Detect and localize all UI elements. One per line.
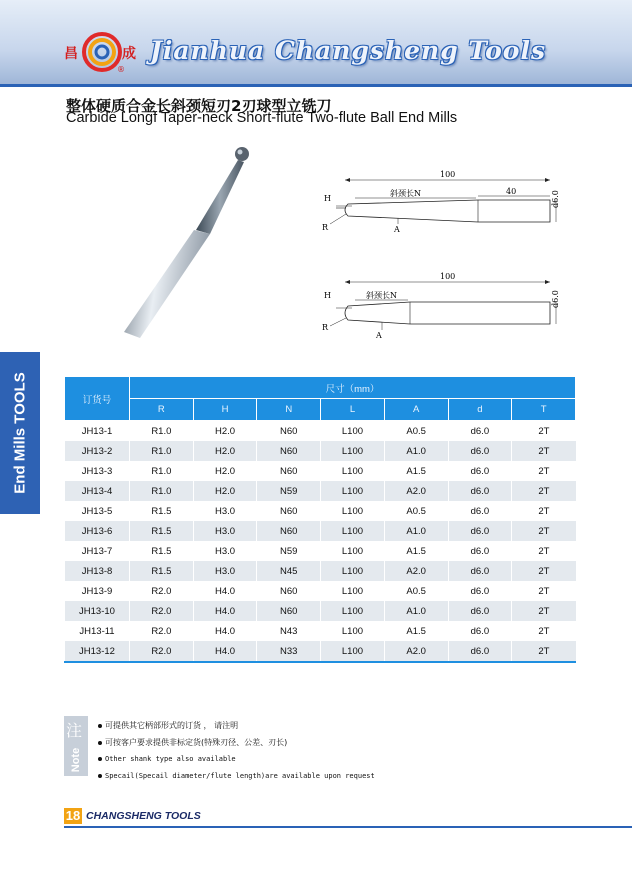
table-cell: N43 (257, 621, 321, 641)
bottom-neck-label: 斜颈长N (366, 291, 397, 300)
table-row (65, 481, 576, 501)
table-cell: R1.0 (130, 461, 194, 481)
table-cell: R2.0 (130, 641, 194, 662)
table-cell: A1.5 (384, 621, 448, 641)
table-row (65, 601, 576, 621)
table-row (65, 541, 576, 561)
table-cell: A1.0 (384, 441, 448, 461)
table-cell: N60 (257, 601, 321, 621)
table-cell: d6.0 (448, 461, 512, 481)
table-cell: L100 (321, 461, 385, 481)
note-text: Other shank type also available (105, 755, 236, 763)
table-cell: A0.5 (384, 501, 448, 521)
bullet-icon (98, 774, 102, 778)
table-cell: d6.0 (448, 441, 512, 461)
table-row (65, 421, 576, 442)
top-H-label: H (324, 194, 331, 203)
table-cell: d6.0 (448, 541, 512, 561)
table-cell: L100 (321, 561, 385, 581)
table-cell: L100 (321, 481, 385, 501)
order-number-cell: JH13-1 (65, 421, 130, 442)
table-cell: d6.0 (448, 621, 512, 641)
order-number-cell: JH13-6 (65, 521, 130, 541)
table-cell: N59 (257, 541, 321, 561)
table-cell: A2.0 (384, 641, 448, 662)
table-cell: N60 (257, 441, 321, 461)
table-cell: A2.0 (384, 561, 448, 581)
order-number-cell: JH13-9 (65, 581, 130, 601)
table-row (65, 501, 576, 521)
table-cell: 2T (512, 481, 576, 501)
table-cell: N45 (257, 561, 321, 581)
table-cell: R1.5 (130, 501, 194, 521)
notes-list (98, 717, 375, 785)
note-item (98, 751, 375, 768)
product-title-en: Carbide Longf Taper-neck Short-flute Two-flute Ball End Mills (66, 110, 458, 126)
top-flute-length-label: 40 (506, 187, 517, 196)
dimension-drawing (318, 168, 578, 348)
brand-name: Jianhua Changsheng Tools (150, 36, 547, 65)
top-diameter-label: d6.0 (551, 190, 560, 208)
note-text: 可按客户要求提供非标定货(特殊刃径、公差、刃长) (105, 738, 288, 747)
order-number-header: 订货号 (65, 377, 130, 421)
col-R: R (130, 399, 194, 421)
end-mill-photo (110, 140, 300, 340)
table-cell: R1.0 (130, 481, 194, 501)
table-cell: L100 (321, 501, 385, 521)
product-title-cn: 整体硬质合金长斜颈短刃2刃球型立铣刀 (66, 97, 332, 115)
company-logo (62, 30, 142, 74)
table-cell: L100 (321, 581, 385, 601)
order-number-cell: JH13-5 (65, 501, 130, 521)
table-cell: L100 (321, 621, 385, 641)
table-row (65, 461, 576, 481)
table-cell: H3.0 (193, 501, 257, 521)
table-cell: R2.0 (130, 581, 194, 601)
bullet-icon (98, 741, 102, 745)
bottom-A-label: A (376, 331, 382, 340)
table-cell: R1.5 (130, 561, 194, 581)
table-cell: 2T (512, 461, 576, 481)
table-cell: H4.0 (193, 581, 257, 601)
table-cell: A1.5 (384, 461, 448, 481)
note-badge-en: Note (70, 747, 82, 773)
table-cell: N60 (257, 461, 321, 481)
bullet-icon (98, 757, 102, 761)
table-cell: R2.0 (130, 621, 194, 641)
table-cell: 2T (512, 601, 576, 621)
page-number: 18 (65, 808, 81, 823)
note-text: Specail(Specail diameter/flute length)are available upon request (105, 772, 375, 780)
table-cell: A0.5 (384, 421, 448, 442)
table-cell: 2T (512, 521, 576, 541)
table-cell: A1.0 (384, 601, 448, 621)
bottom-R-label: R (322, 323, 329, 332)
table-cell: 2T (512, 541, 576, 561)
table-cell: 2T (512, 621, 576, 641)
table-cell: L100 (321, 441, 385, 461)
table-cell: R1.0 (130, 441, 194, 461)
table-cell: d6.0 (448, 421, 512, 442)
note-item (98, 734, 375, 751)
note-badge-cn: 注 (66, 721, 83, 740)
table-row (65, 521, 576, 541)
table-cell: d6.0 (448, 561, 512, 581)
table-cell: H4.0 (193, 621, 257, 641)
table-cell: 2T (512, 641, 576, 662)
table-cell: 2T (512, 441, 576, 461)
table-cell: A1.5 (384, 541, 448, 561)
table-cell: H2.0 (193, 461, 257, 481)
order-number-cell: JH13-11 (65, 621, 130, 641)
table-cell: H3.0 (193, 521, 257, 541)
table-cell: R2.0 (130, 601, 194, 621)
table-cell: d6.0 (448, 501, 512, 521)
header-rule (0, 84, 632, 87)
table-cell: N59 (257, 481, 321, 501)
col-N: N (257, 399, 321, 421)
table-cell: A0.5 (384, 581, 448, 601)
table-cell: N60 (257, 501, 321, 521)
table-cell: L100 (321, 421, 385, 442)
table-cell: H4.0 (193, 641, 257, 662)
table-cell: N60 (257, 521, 321, 541)
table-cell: H2.0 (193, 421, 257, 442)
table-cell: L100 (321, 521, 385, 541)
table-cell: d6.0 (448, 521, 512, 541)
order-number-cell: JH13-3 (65, 461, 130, 481)
table-cell: d6.0 (448, 601, 512, 621)
bottom-length-label: 100 (440, 272, 456, 281)
table-cell: 2T (512, 421, 576, 442)
table-cell: N60 (257, 581, 321, 601)
table-cell: L100 (321, 641, 385, 662)
order-number-cell: JH13-10 (65, 601, 130, 621)
table-cell: R1.5 (130, 521, 194, 541)
note-item (98, 768, 375, 785)
order-number-cell: JH13-8 (65, 561, 130, 581)
table-cell: L100 (321, 541, 385, 561)
table-cell: d6.0 (448, 581, 512, 601)
logo-char-right: 成 (122, 46, 136, 62)
table-cell: N33 (257, 641, 321, 662)
logo-registered: ® (117, 65, 125, 74)
top-length-label: 100 (440, 170, 456, 179)
bullet-icon (98, 724, 102, 728)
table-cell: 2T (512, 581, 576, 601)
logo-char-left: 昌 (64, 46, 78, 62)
col-A: A (384, 399, 448, 421)
table-row (65, 561, 576, 581)
order-number-cell: JH13-2 (65, 441, 130, 461)
table-row (65, 441, 576, 461)
table-row (65, 621, 576, 641)
table-cell: H3.0 (193, 541, 257, 561)
table-cell: d6.0 (448, 641, 512, 662)
footer-rule (64, 826, 632, 828)
top-R-label: R (322, 223, 329, 232)
table-row (65, 581, 576, 601)
spec-table (64, 376, 576, 663)
table-cell: d6.0 (448, 481, 512, 501)
size-header: 尺寸（mm） (130, 377, 576, 399)
top-neck-label: 斜颈长N (390, 189, 421, 198)
note-text: 可提供其它柄部形式的订货 ， 请注明 (105, 721, 239, 730)
table-cell: N60 (257, 421, 321, 442)
table-cell: H2.0 (193, 441, 257, 461)
table-cell: R1.5 (130, 541, 194, 561)
side-tab-label: End Mills TOOLS (11, 372, 29, 494)
table-cell: H4.0 (193, 601, 257, 621)
col-L: L (321, 399, 385, 421)
col-H: H (193, 399, 257, 421)
table-cell: L100 (321, 601, 385, 621)
footer-title: CHANGSHENG TOOLS (86, 810, 201, 822)
table-row (65, 641, 576, 662)
table-cell: H3.0 (193, 561, 257, 581)
note-item (98, 717, 375, 734)
order-number-cell: JH13-12 (65, 641, 130, 662)
col-T: T (512, 399, 576, 421)
order-number-cell: JH13-7 (65, 541, 130, 561)
top-A-label: A (394, 225, 400, 234)
table-cell: H2.0 (193, 481, 257, 501)
bottom-H-label: H (324, 291, 331, 300)
table-cell: 2T (512, 501, 576, 521)
bottom-diameter-label: d6.0 (551, 290, 560, 308)
order-number-cell: JH13-4 (65, 481, 130, 501)
table-cell: A1.0 (384, 521, 448, 541)
table-cell: A2.0 (384, 481, 448, 501)
table-cell: R1.0 (130, 421, 194, 442)
table-cell: 2T (512, 561, 576, 581)
col-d: d (448, 399, 512, 421)
